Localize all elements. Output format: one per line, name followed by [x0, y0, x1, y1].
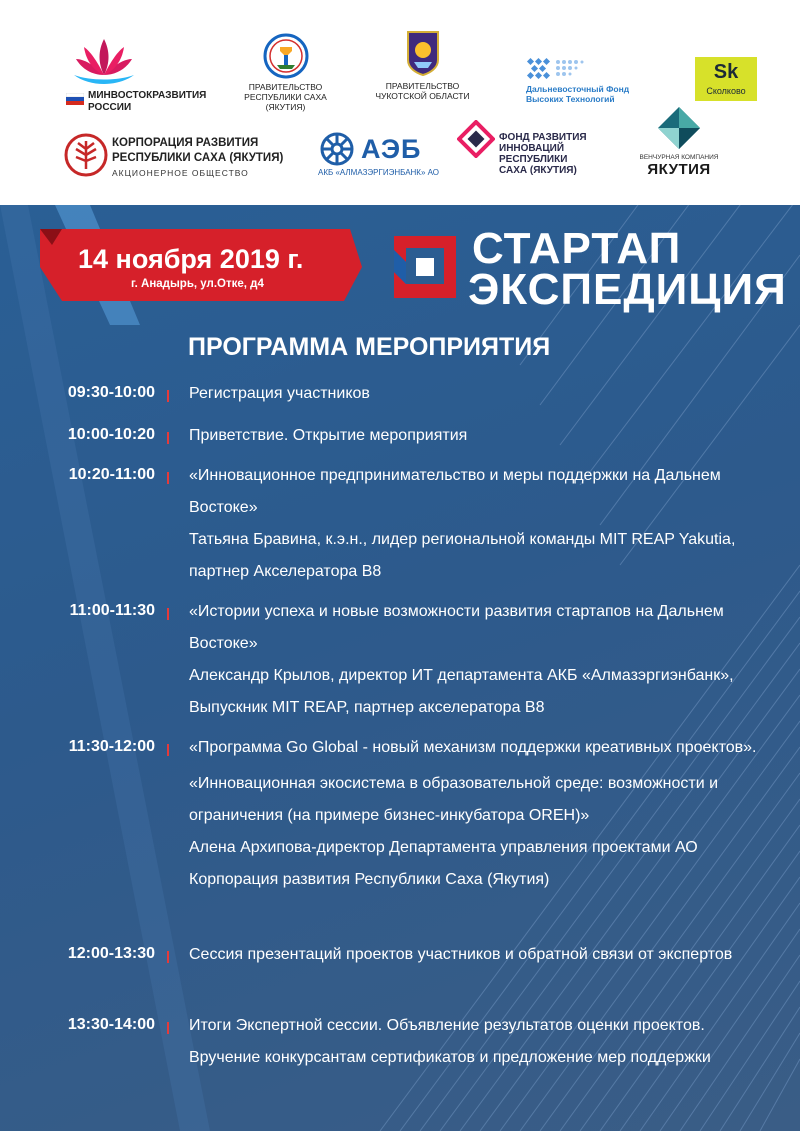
sakha-government-logo: [228, 33, 343, 112]
innovation-fund-logo: [457, 120, 617, 180]
ministry-name: МИНВОСТОКРАЗВИТИЯ РОССИИ: [88, 90, 207, 113]
schedule-description: [189, 378, 789, 410]
schedule-time: 13:30-14:00: [67, 1016, 155, 1033]
chukotka-shield-icon: [406, 30, 440, 76]
startup-expedition-logo-icon: [390, 232, 460, 302]
sakha-emblem-icon: [263, 33, 309, 79]
red-separator: [167, 472, 169, 484]
event-location: г. Анадырь, ул.Отке, д4: [131, 278, 264, 290]
schedule-line: Татьяна Бравина, к.э.н., лидер региональной команды MIT REAP Yakutia, партнер Акселератора B8: [189, 531, 736, 580]
brand-title-line1: СТАРТАП: [472, 224, 682, 273]
corporation-type: АКЦИОНЕРНОЕ ОБЩЕСТВО: [112, 168, 249, 178]
schedule-line: «Инновационное предпринимательство и меры поддержки на Дальнем Востоке»: [189, 467, 721, 516]
sakha-government-name: ПРАВИТЕЛЬСТВО РЕСПУБЛИКИ САХА (ЯКУТИЯ): [244, 82, 327, 112]
schedule-time: 10:20-11:00: [68, 466, 155, 483]
schedule-description: [189, 1010, 789, 1074]
chukotka-government-logo: [375, 30, 470, 110]
venture-company-name: ЯКУТИЯ: [647, 161, 711, 178]
schedule-time: 11:30-12:00: [68, 738, 155, 755]
schedule-line: Итоги Экспертной сессии. Объявление результатов оценки проектов.: [189, 1017, 705, 1034]
brand-title-line2: ЭКСПЕДИЦИЯ: [468, 265, 787, 314]
chukotka-government-name: ПРАВИТЕЛЬСТВО ЧУКОТСКОЙ ОБЛАСТИ: [375, 81, 470, 101]
sakha-development-corporation-logo: [64, 133, 304, 183]
schedule-line: «Инновационная экосистема в образовательной среде: возможности и ограничения (на примере бизнес-инкубатора OREH)»: [189, 775, 719, 824]
far-east-fund-name: Дальневосточный Фонд Высоких Технологий: [526, 84, 630, 104]
corporation-name-line2: РЕСПУБЛИКИ САХА (ЯКУТИЯ): [112, 152, 284, 164]
dots-pattern-icon: [526, 57, 584, 79]
red-separator: [167, 390, 169, 402]
schedule-line: Регистрация участников: [189, 385, 370, 402]
skolkovo-logo: [695, 57, 757, 101]
schedule-description: [189, 732, 789, 896]
venture-company-label: ВЕНЧУРНАЯ КОМПАНИЯ: [639, 154, 719, 161]
skolkovo-mark: Sk: [713, 61, 739, 83]
red-separator: [167, 432, 169, 444]
ministry-logo: [52, 35, 207, 113]
red-separator: [167, 951, 169, 963]
program-poster: [0, 205, 800, 1131]
schedule-line: «Истории успеха и новые возможности развития стартапов на Дальнем Востоке»: [189, 603, 724, 652]
schedule-time: 11:00-11:30: [69, 602, 155, 619]
diamond-cube-icon: [656, 105, 702, 151]
aeb-knot-icon: [318, 130, 356, 168]
schedule-line: Сессия презентаций проектов участников и обратной связи от экспертов: [189, 946, 733, 963]
schedule-time: 09:30-10:00: [67, 384, 155, 401]
diamond-frame-icon: [457, 120, 495, 158]
venture-company-logo: [636, 105, 722, 181]
far-east-fund-logo: [522, 57, 652, 107]
red-separator: [167, 608, 169, 620]
aeb-bank-logo: [318, 130, 438, 180]
aeb-full-name: АКБ «АЛМАЗЭРГИЭНБАНК» АО: [318, 168, 440, 177]
schedule-description: [189, 596, 789, 724]
schedule-description: [189, 420, 789, 452]
schedule-description: [189, 460, 789, 588]
skolkovo-name: Сколково: [706, 86, 746, 96]
schedule-time: 10:00-10:20: [67, 426, 155, 443]
red-separator: [167, 1022, 169, 1034]
schedule-line: Приветствие. Открытие мероприятия: [189, 427, 468, 444]
innovation-fund-name: ФОНД РАЗВИТИЯ ИННОВАЦИЙ РЕСПУБЛИКИ САХА (ЯКУТИЯ): [499, 132, 587, 176]
russian-flag-icon: [66, 93, 84, 105]
corporation-name-line1: КОРПОРАЦИЯ РАЗВИТИЯ: [112, 137, 259, 149]
schedule-description: [189, 939, 789, 971]
schedule-line: Алена Архипова-директор Департамента управления проектами АО Корпорация развития Республики Саха (Якутия): [189, 839, 698, 888]
schedule-line: Вручение конкурсантам сертификатов и предложение мер поддержки: [189, 1049, 711, 1066]
aeb-short-name: АЭБ: [361, 134, 422, 164]
schedule-line: Александр Крылов, директор ИТ департамента АКБ «Алмазэргиэнбанк», Выпускник MIT REAP, партнер акселератора B8: [189, 667, 734, 716]
lotus-icon: [70, 35, 138, 87]
program-title: ПРОГРАММА МЕРОПРИЯТИЯ: [188, 333, 551, 361]
event-date: 14 ноября 2019 г.: [78, 244, 304, 274]
partner-logos: [0, 0, 800, 205]
tree-emblem-icon: [64, 133, 108, 177]
schedule-line: «Программа Go Global - новый механизм поддержки креативных проектов».: [189, 739, 757, 756]
schedule-time: 12:00-13:30: [67, 945, 155, 962]
red-separator: [167, 744, 169, 756]
